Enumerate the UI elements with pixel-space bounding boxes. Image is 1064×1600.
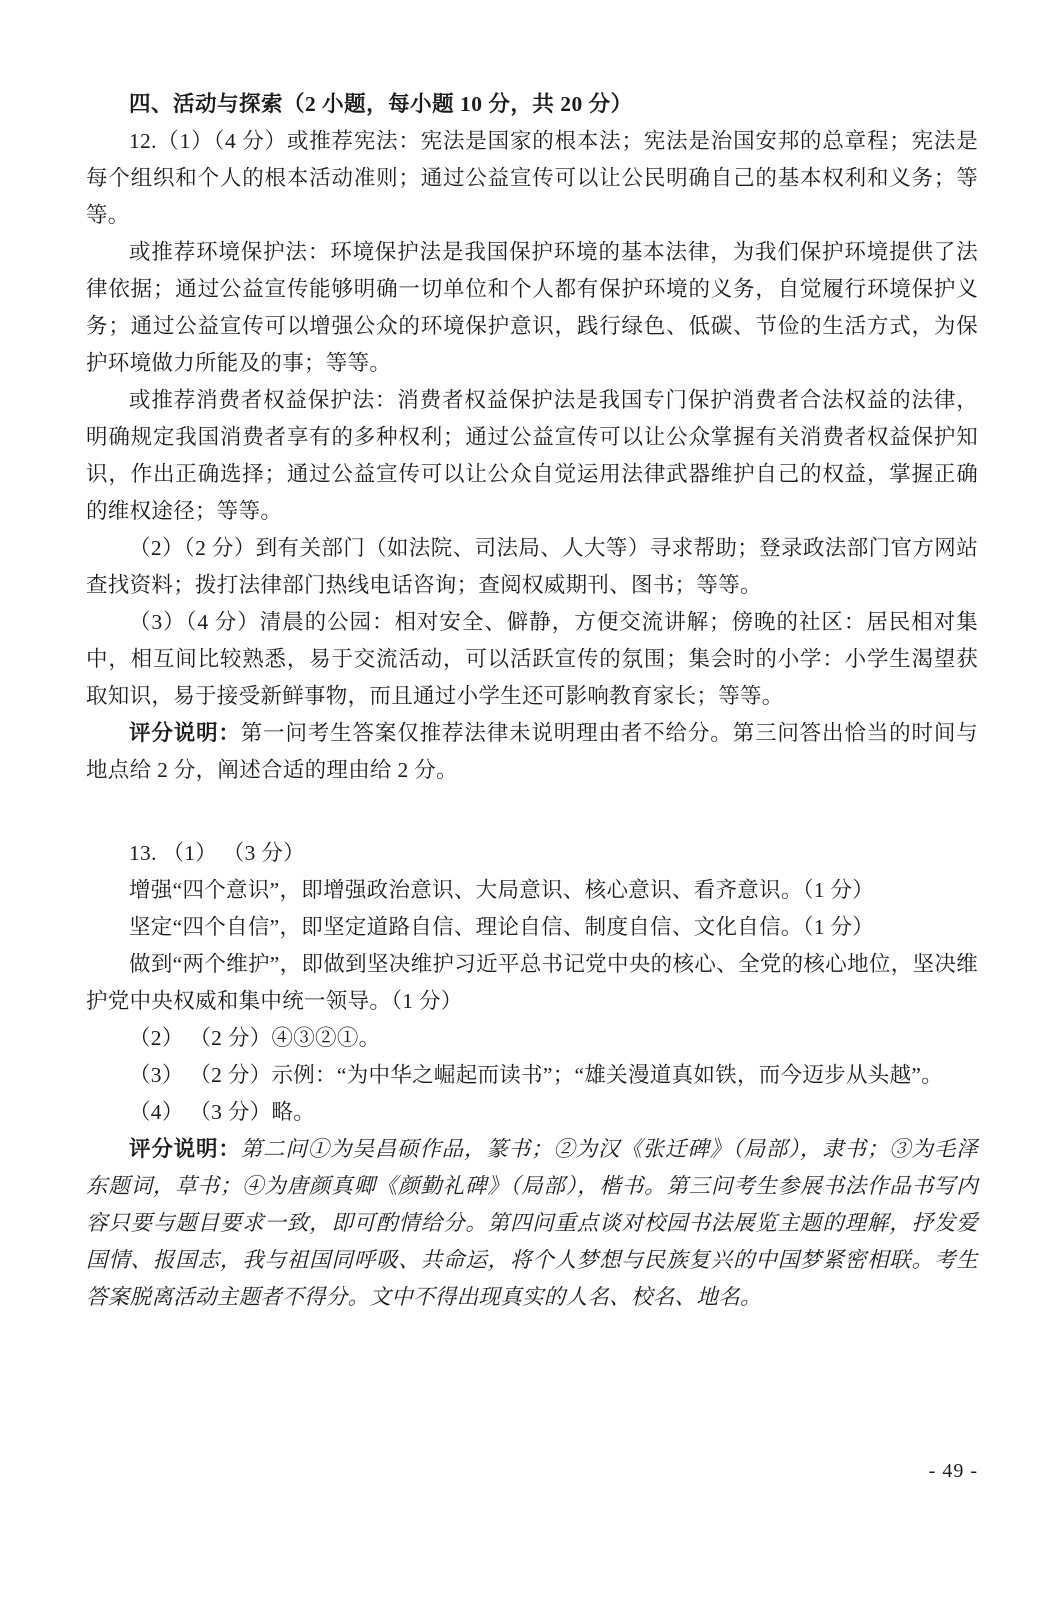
answer-paragraph-13-2	[86, 1020, 978, 1057]
scoring-note-12	[86, 715, 978, 789]
answer-paragraph-12-3	[86, 604, 978, 715]
paragraph-text: （3） （2 分）示例：“为中华之崛起而读书”；“雄关漫道真如铁，而今迈步从头越”。	[129, 1063, 944, 1087]
paragraph-text: （4） （3 分）略。	[129, 1100, 316, 1124]
paragraph-text: 12.（1）（4 分）或推荐宪法：宪法是国家的根本法；宪法是治国安邦的总章程；宪法是每个组织和个人的根本活动准则；通过公益宣传可以让公民明确自己的基本权利和义务；等等。	[86, 129, 978, 227]
answer-paragraph-13-4	[86, 1094, 978, 1131]
paragraph-text: 第一问考生答案仅推荐法律未说明理由者不给分。第三问答出恰当的时间与地点给 2 分，阐述合适的理由给 2 分。	[86, 721, 978, 782]
scoring-note-lead: 评分说明：	[129, 1137, 241, 1161]
scoring-note-13	[86, 1131, 978, 1316]
paragraph-text: 或推荐环境保护法：环境保护法是我国保护环境的基本法律，为我们保护环境提供了法律依据；通过公益宣传能够明确一切单位和个人都有保护环境的义务，自觉履行环境保护义务；通过公益宣传可以增强公众的环境保护意识，践行绿色、低碳、节俭的生活方式，为保护环境做力所能及的事；等等。	[86, 240, 978, 375]
paragraph-text: 或推荐消费者权益保护法：消费者权益保护法是我国专门保护消费者合法权益的法律，明确规定我国消费者享有的多种权利；通过公益宣传可以让公众掌握有关消费者权益保护知识，作出正确选择；通过公益宣传可以让公众自觉运用法律武器维护自己的权益，掌握正确的维权途径；等等。	[86, 388, 978, 523]
section-heading: 四、活动与探索（2 小题，每小题 10 分，共 20 分）	[129, 92, 633, 116]
paragraph-text: 13. （1） （3 分）	[129, 841, 305, 865]
answer-paragraph-13-3	[86, 1057, 978, 1094]
paragraph-text: 坚定“四个自信”，即坚定道路自信、理论自信、制度自信、文化自信。（1 分）	[129, 915, 875, 939]
paragraph-text: （2） （2 分）④③②①。	[129, 1026, 381, 1050]
answer-paragraph-12-1	[86, 123, 978, 234]
paragraph-text: （3）（4 分）清晨的公园：相对安全、僻静，方便交流讲解；傍晚的社区：居民相对集中，相互间比较熟悉，易于交流活动，可以活跃宣传的氛围；集会时的小学：小学生渴望获取知识，易于接受新鲜事物，而且通过小学生还可影响教育家长；等等。	[86, 610, 978, 708]
answer-paragraph-env-law	[86, 234, 978, 382]
answer-paragraph-four-confidence	[86, 909, 978, 946]
paragraph-text: （2）（2 分）到有关部门（如法院、司法局、人大等）寻求帮助；登录政法部门官方网站查找资料；拨打法律部门热线电话咨询；查阅权威期刊、图书；等等。	[86, 536, 978, 597]
answer-paragraph-four-consciousness	[86, 872, 978, 909]
answer-paragraph-12-2	[86, 530, 978, 604]
paragraph-text: 做到“两个维护”，即做到坚决维护习近平总书记党中央的核心、全党的核心地位，坚决维护党中央权威和集中统一领导。（1 分）	[86, 952, 978, 1013]
scoring-note-lead: 评分说明：	[129, 721, 241, 745]
answer-paragraph-two-safeguards	[86, 946, 978, 1020]
paragraph-text: 增强“四个意识”，即增强政治意识、大局意识、核心意识、看齐意识。（1 分）	[129, 878, 875, 902]
paragraph-text: 第二问①为吴昌硕作品，篆书；②为汉《张迁碑》（局部），隶书；③为毛泽东题词，草书；④为唐颜真卿《颜勤礼碑》（局部），楷书。第三问考生参展书法作品书写内容只要与题目要求一致，即可酌情给分。第四问重点谈对校园书法展览主题的理解，抒发爱国情、报国志，我与祖国同呼吸、共命运，将个人梦想与民族复兴的中国梦紧密相联。考生答案脱离活动主题者不得分。文中不得出现真实的人名、校名、地名。	[86, 1137, 978, 1309]
answer-paragraph-consumer-law	[86, 382, 978, 530]
answer-paragraph-13-1	[86, 835, 978, 872]
page-number: - 49 -	[928, 1460, 978, 1482]
